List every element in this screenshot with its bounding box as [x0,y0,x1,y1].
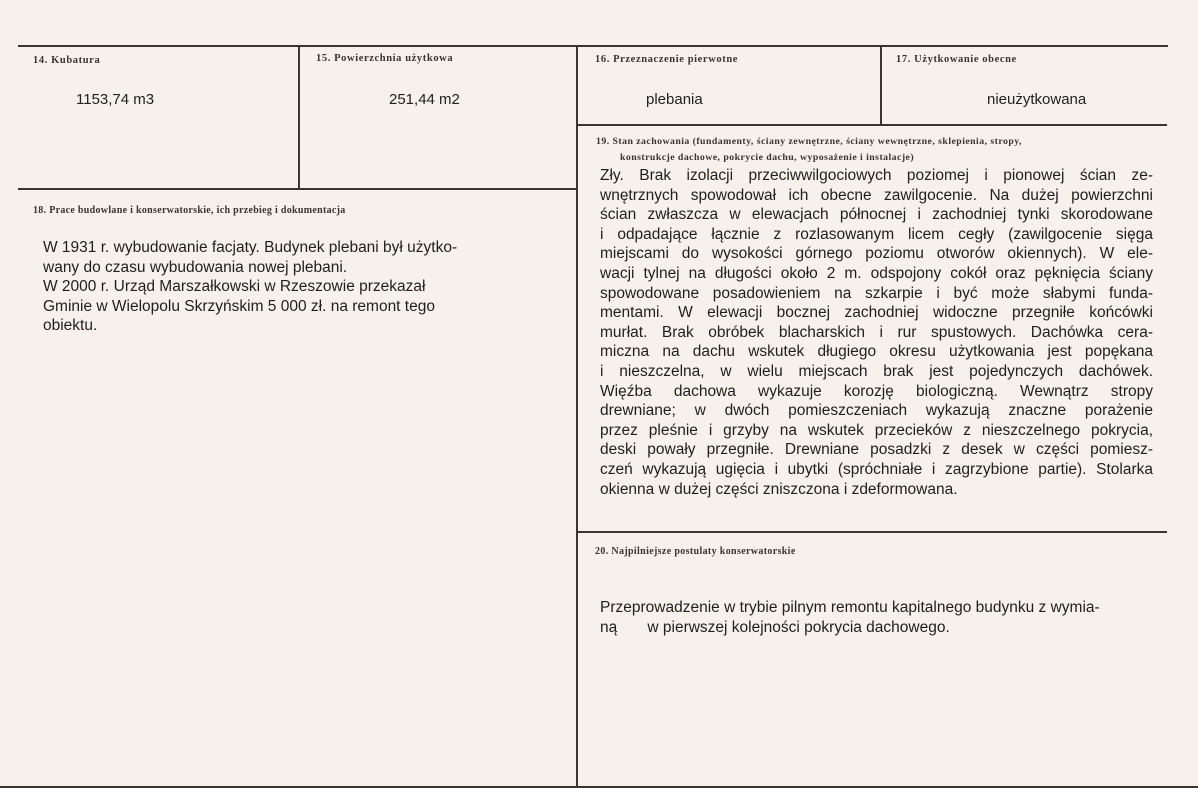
field-18-line: wany do czasu wybudowania nowej plebani. [43,258,348,276]
field-17-label: 17. Użytkowanie obecne [896,54,1017,65]
field-19-line: spowodowane posadowieniem na szkarpie i być może słabymi funda- [600,284,1153,302]
field-18-line: obiektu. [43,317,98,335]
center-divider [576,46,578,788]
field-19-line: Więźba dachowa wykazuje korozję biologiczną. Wewnątrz stropy [600,382,1153,400]
field-18-line: W 2000 r. Urząd Marszałkowski w Rzeszowie przekazał [43,278,426,296]
field-19-line: drewniane; w dwóch pomieszczeniach wykazują znaczne porażenie [600,402,1153,420]
top-rule [18,45,1168,47]
field-19-line: przez pleśnie i grzyby na wskutek przecieków z nieszczelnego pokrycia, [600,421,1153,439]
field-19-line: miejscami do wysokości górnego poziomu otworów okiennych). W ele- [600,245,1153,263]
field-19-line: deski powały przegniłe. Drewniane posadzki z desek w części pomiesz- [600,441,1153,459]
divider-16-17 [880,46,882,125]
field-16-label: 16. Przeznaczenie pierwotne [595,54,739,65]
field-19-line: mentami. W elewacji bocznej zachodniej widoczne przegniłe końcówki [600,304,1153,322]
rule-under-16-17 [577,124,1167,126]
field-19-line: murłat. Brak obróbek blacharskich i rur spustowych. Dachówka cera- [600,323,1153,341]
field-19-line: ścian zwłaszcza w elewacjach północnej i zachodniej tynki skorodowane [600,206,1153,224]
field-19-line: wacji tylnej na długości około 2 m. odspojony cokół oraz pęknięcia ściany [600,264,1153,282]
field-19-label-line1: 19. Stan zachowania (fundamenty, ściany zewnętrzne, ściany wewnętrzne, sklepienia, stropy, [596,136,1022,147]
field-18-text [43,238,513,336]
field-19-line: Zły. Brak izolacji przeciwwilgociowych poziomej i pionowej ścian ze- [600,167,1153,184]
field-19-line: i nieszczelna, w wielu miejscach brak jest pojedynczych dachówek. [600,362,1153,380]
field-20-text [600,598,1160,637]
field-15-value: 251,44 m2 [389,91,460,108]
field-19-line: okienna w dużej części zniszczona i zdeformowana. [600,480,958,498]
field-19-line: wnętrznych spowodował ich obecne zawilgocenie. Na dużej powierzchni [600,186,1153,204]
rule-under-19 [577,531,1167,533]
field-14-value: 1153,74 m3 [76,91,155,108]
divider-14-15 [298,46,300,189]
field-19-line: czeń wykazują ugięcia i ubytki (spróchniałe i zagrzybione partie). Stolarka [600,460,1153,478]
field-19-label-line2: konstrukcje dachowe, pokrycie dachu, wyposażenie i instalacje) [620,152,915,163]
field-14-label: 14. Kubatura [33,55,101,66]
field-19-text [600,166,1153,499]
field-15-label: 15. Powierzchnia użytkowa [316,53,454,64]
field-18-line: Gminie w Wielopolu Skrzyńskim 5 000 zł. na remont tego [43,297,435,315]
field-20-line: ną w pierwszej kolejności pokrycia dachowego. [600,618,950,636]
field-16-value: plebania [646,91,703,108]
field-19-line: i odpadające łącznie z rozlasowanym licem cegły (zawilgocenie sięga [600,225,1153,243]
field-19-line: miczna na dachu wskutek długiego okresu użytkowania jest popękana [600,343,1153,361]
field-20-line: Przeprowadzenie w trybie pilnym remontu kapitalnego budynku z wymia- [600,599,1100,616]
rule-under-14-15 [18,188,577,190]
field-18-line: W 1931 r. wybudowanie facjaty. Budynek plebani był użytko- [43,239,458,256]
field-20-label: 20. Najpilniejsze postulaty konserwatorskie [595,546,796,557]
field-18-label: 18. Prace budowlane i konserwatorskie, ich przebieg i dokumentacja [33,205,346,216]
field-17-value: nieużytkowana [987,91,1087,108]
